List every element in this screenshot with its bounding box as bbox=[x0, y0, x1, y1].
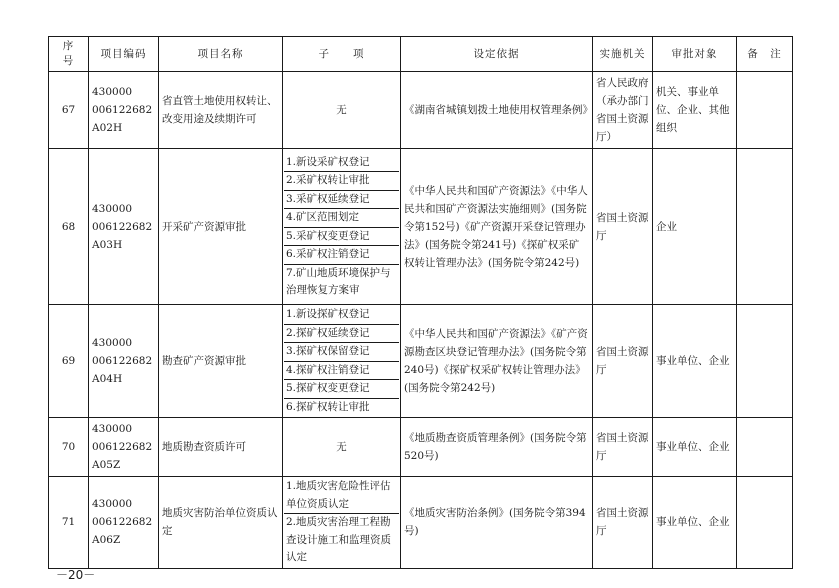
sub-item: 4.矿区范围划定 bbox=[284, 209, 399, 228]
row-target: 机关、事业单位、企业、其他组织 bbox=[653, 72, 737, 149]
row-sub: 无 bbox=[283, 72, 401, 149]
row-agency: 省人民政府（承办部门省国土资源厅） bbox=[593, 72, 653, 149]
header-basis: 设定依据 bbox=[401, 37, 593, 72]
code-line: A04H bbox=[92, 373, 123, 385]
header-sub: 子 项 bbox=[283, 37, 401, 72]
sub-item: 1.新设探矿权登记 bbox=[284, 306, 399, 325]
sub-item: 7.矿山地质环境保护与治理恢复方案审 bbox=[286, 266, 391, 296]
table-row bbox=[49, 72, 793, 149]
code-line: A05Z bbox=[92, 459, 121, 471]
row-note bbox=[737, 418, 793, 477]
row-name: 勘查矿产资源审批 bbox=[159, 305, 283, 418]
header-target: 审批对象 bbox=[653, 37, 737, 72]
row-seq: 70 bbox=[49, 418, 89, 477]
code-line: 430000 bbox=[92, 423, 133, 435]
code-line: 006122682 bbox=[92, 441, 153, 453]
code-line: A06Z bbox=[92, 534, 121, 547]
row-seq: 68 bbox=[49, 149, 89, 305]
header-agency: 实施机关 bbox=[593, 37, 653, 72]
sub-item: 2.探矿权延续登记 bbox=[284, 325, 399, 344]
row-basis: 《地质勘查资质管理条例》(国务院令第520号) bbox=[401, 418, 593, 477]
row-note bbox=[737, 149, 793, 305]
table-row bbox=[49, 149, 793, 305]
sub-item: 5.采矿权变更登记 bbox=[284, 228, 399, 247]
row-note bbox=[737, 72, 793, 149]
page-number: －20－ bbox=[56, 568, 96, 582]
row-note bbox=[737, 305, 793, 418]
row-sub: 无 bbox=[283, 418, 401, 477]
row-basis: 《地质灾害防治条例》(国务院令第394号) bbox=[401, 477, 593, 569]
row-sub bbox=[283, 305, 401, 418]
row-name: 地质灾害防治单位资质认定 bbox=[159, 477, 283, 569]
approval-items-table bbox=[48, 36, 793, 569]
row-name: 地质勘查资质许可 bbox=[159, 418, 283, 477]
code-line: 430000 bbox=[92, 498, 133, 511]
row-agency: 省国土资源厅 bbox=[593, 149, 653, 305]
sub-item: 6.采矿权注销登记 bbox=[284, 246, 399, 265]
sub-item: 6.探矿权转让审批 bbox=[286, 400, 370, 413]
code-line: 430000 bbox=[92, 337, 133, 349]
code-line: 006122682 bbox=[92, 104, 153, 116]
header-note: 备 注 bbox=[737, 37, 793, 72]
row-name: 省直管土地使用权转让、改变用途及续期许可 bbox=[159, 72, 283, 149]
row-target: 事业单位、企业 bbox=[653, 477, 737, 569]
table-row bbox=[49, 418, 793, 477]
row-agency: 省国土资源厅 bbox=[593, 477, 653, 569]
row-agency: 省国土资源厅 bbox=[593, 305, 653, 418]
row-code bbox=[89, 72, 159, 149]
row-name: 开采矿产资源审批 bbox=[159, 149, 283, 305]
row-agency: 省国土资源厅 bbox=[593, 418, 653, 477]
code-line: A02H bbox=[92, 122, 123, 134]
row-seq: 67 bbox=[49, 72, 89, 149]
row-code bbox=[89, 149, 159, 305]
row-seq: 71 bbox=[49, 477, 89, 569]
row-target: 事业单位、企业 bbox=[653, 418, 737, 477]
table-row bbox=[49, 477, 793, 569]
sub-item: 1.新设采矿权登记 bbox=[284, 154, 399, 173]
sub-item: 3.探矿权保留登记 bbox=[284, 343, 399, 362]
row-note bbox=[737, 477, 793, 569]
row-code bbox=[89, 477, 159, 569]
sub-item: 3.采矿权延续登记 bbox=[284, 191, 399, 210]
row-code bbox=[89, 418, 159, 477]
row-basis: 《湖南省城镇划拨土地使用权管理条例》 bbox=[401, 72, 593, 149]
sub-item: 1.地质灾害危险性评估单位资质认定 bbox=[284, 478, 399, 514]
header-seq: 序 号 bbox=[49, 37, 89, 72]
sub-item: 2.采矿权转让审批 bbox=[284, 172, 399, 191]
table-row bbox=[49, 305, 793, 418]
row-sub bbox=[283, 149, 401, 305]
row-basis: 《中华人民共和国矿产资源法》《矿产资源勘查区块登记管理办法》(国务院令第240号)《探矿权采矿权转让管理办法》(国务院令第242号) bbox=[401, 305, 593, 418]
code-line: 006122682 bbox=[92, 220, 153, 233]
code-line: 430000 bbox=[92, 86, 133, 98]
code-line: 006122682 bbox=[92, 516, 153, 529]
code-line: A03H bbox=[92, 238, 123, 251]
row-target: 事业单位、企业 bbox=[653, 305, 737, 418]
header-code: 项目编码 bbox=[89, 37, 159, 72]
table-header-row bbox=[49, 37, 793, 72]
row-sub bbox=[283, 477, 401, 569]
code-line: 006122682 bbox=[92, 355, 153, 367]
row-seq: 69 bbox=[49, 305, 89, 418]
row-code bbox=[89, 305, 159, 418]
sub-item: 5.探矿权变更登记 bbox=[284, 380, 399, 399]
code-line: 430000 bbox=[92, 202, 133, 215]
header-name: 项目名称 bbox=[159, 37, 283, 72]
row-basis: 《中华人民共和国矿产资源法》《中华人民共和国矿产资源法实施细则》(国务院令第152号)《矿产资源开采登记管理办法》(国务院令第241号)《探矿权采矿权转让管理办法》(国务院令第242号) bbox=[401, 149, 593, 305]
sub-item: 4.探矿权注销登记 bbox=[284, 362, 399, 381]
sub-item: 2.地质灾害治理工程勘查设计施工和监理资质认定 bbox=[286, 516, 391, 563]
row-target: 企业 bbox=[653, 149, 737, 305]
